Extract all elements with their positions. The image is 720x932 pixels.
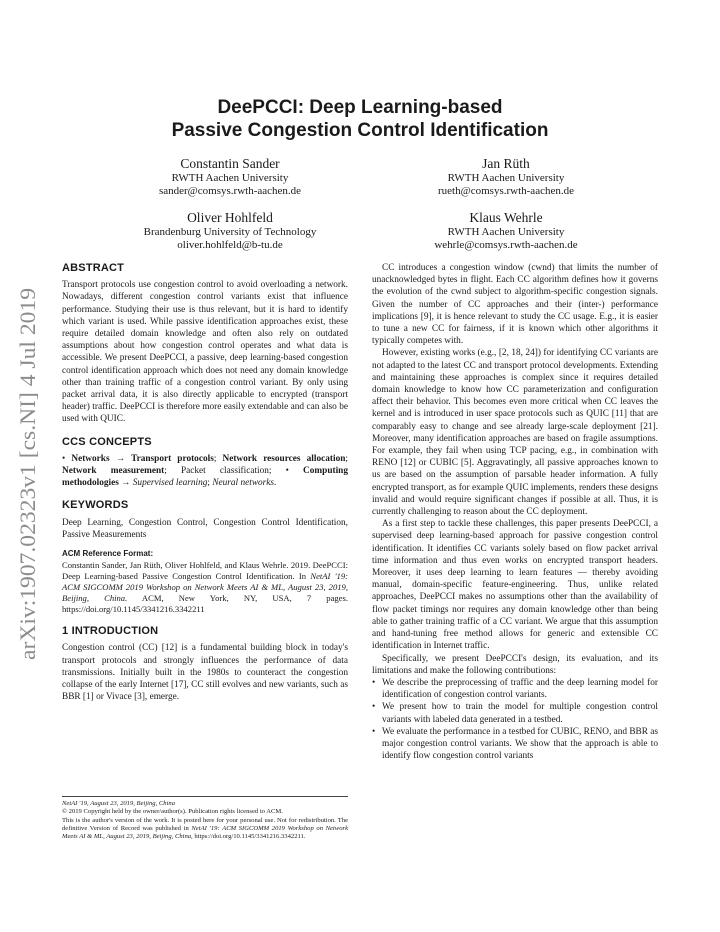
right-column xyxy=(372,262,658,762)
author-email: sander@comsys.rwth-aachen.de xyxy=(158,185,302,197)
author-affiliation: Brandenburg University of Technology xyxy=(143,226,317,238)
author-affiliation: RWTH Aachen University xyxy=(447,172,565,184)
author-block xyxy=(376,210,636,252)
keywords-text: Deep Learning, Congestion Control, Congestion Control Identification, Passive Measurements xyxy=(62,517,348,540)
copyright-footnote xyxy=(62,796,348,841)
arxiv-stamp-text: arXiv:1907.02323v1 [cs.NI] 4 Jul 2019 xyxy=(15,312,40,660)
author-block xyxy=(100,156,360,198)
body-paragraph: CC introduces a congestion window (cwnd) that limits the number of unacknowledged bytes in flight. Each CC algorithm defines how it governs the evolution of the cwnd subject to algorithm-specific congestion signals. Given the number of CC approaches and their (inter-) performance implications [9], it is hence relevant to study the CC usage. E.g., it is easier to tune a new CC for fairness, if it is known which other algorithms it typically competes with. xyxy=(372,263,658,347)
reference-heading: ACM Reference Format: xyxy=(62,549,154,559)
ccs-heading: CCS CONCEPTS xyxy=(62,435,152,448)
author-name: Klaus Wehrle xyxy=(469,210,543,225)
body-paragraph: Specifically, we present DeePCCI's design, its evaluation, and its limitations and make the following contributions: xyxy=(372,653,658,676)
left-column xyxy=(62,262,348,703)
footnote-copyright: © 2019 Copyright held by the owner/author(s). Publication rights licensed to ACM. xyxy=(62,808,283,816)
ccs-text: • Networks → Transport protocols; Network resources allocation; Network measurement; Packet classification; • Computing methodologies → Supervised learning; Neural networks. xyxy=(62,453,348,489)
author-email: oliver.hohlfeld@b-tu.de xyxy=(177,239,283,251)
author-email: rueth@comsys.rwth-aachen.de xyxy=(438,185,574,197)
introduction-heading: 1 INTRODUCTION xyxy=(62,625,159,638)
abstract-heading: ABSTRACT xyxy=(62,262,125,274)
author-affiliation: RWTH Aachen University xyxy=(447,226,565,238)
abstract-text: Transport protocols use congestion control to avoid overloading a network. Nowadays, different congestion control variants exist that influence performance. Studying their use is thus relevant, but it is hard to identify which variant is used. While passive identification approaches exist, these require detailed domain knowledge and often also rely on outdated assumptions about how congestion control operates and what data is accessible. We present DeePCCI, a passive, deep learning-based congestion control identification approach which does not need any domain knowledge other than training traffic of a congestion control variant. By only using packet arrival data, it is also directly applicable to encrypted (transport header) traffic. DeePCCI is therefore more easily extendable and can also be used with QUIC. xyxy=(62,280,348,425)
author-email: wehrle@comsys.rwth-aachen.de xyxy=(434,239,578,251)
author-block xyxy=(100,210,360,252)
footnote-venue: NetAI '19, August 23, 2019, Beijing, China xyxy=(62,800,176,807)
body-paragraph: As a first step to tackle these challenges, this paper presents DeePCCI, a supervised deep learning-based approach for passive congestion control identification. It identifies CC variants solely based on flow packet arrival time information and thus even works on encrypted transport headers. Moreover, it uses deep learning to learn features — thereby avoiding manual, domain-specific feature-engineering. Thus, unlike related approaches, DeePCCI makes no assumptions other than the availability of flow packet timings nor requires any domain knowledge other than being able to gather training traffic of a CC variant. We argue that this assumption and hand-tuning free method allows for generic and extensible CC identification in Internet traffic. xyxy=(372,519,658,652)
author-affiliation: RWTH Aachen University xyxy=(171,172,289,184)
contribution-bullet: • We evaluate the performance in a testbed for CUBIC, RENO, and BBR as major congestion control variants. We show that the approach is able to identify flow congestion control variants xyxy=(372,726,658,763)
introduction-text: Congestion control (CC) [12] is a fundamental building block in today's transport protocols and strongly influences the performance of data transmissions. Initially built in the 1980s to counteract the congestion collapse of the early Internet [17], CC still evolves and new variants, such as BBR [1] or Vivace [3], emerge. xyxy=(62,643,348,703)
title-line-2: Passive Congestion Control Identification xyxy=(171,120,549,141)
contribution-bullet: • We describe the preprocessing of traffic and the deep learning model for identification of congestion control variants. xyxy=(372,677,658,701)
contribution-bullet: • We present how to train the model for multiple congestion control variants with labeled data generated in a testbed. xyxy=(372,701,658,725)
reference-text: Constantin Sander, Jan Rüth, Oliver Hohlfeld, and Klaus Wehrle. 2019. DeePCCI: Deep Learning-based Passive Congestion Control Identification. In NetAI '19: ACM SIGCOMM 2019 Workshop on Network Meets AI & ML, August 23, 2019, Beijing, China. ACM, New York, NY, USA, 7 pages. https://doi.org/10.1145/3341216.3342211 xyxy=(62,560,348,615)
arxiv-stamp xyxy=(10,280,46,660)
body-paragraph: However, existing works (e.g., [2, 18, 24]) for identifying CC variants are not adapted to the latest CC and transport protocol developments. Extending and maintaining these approaches is complex since it requires detailed domain knowledge to know how CC parameterization and configuration affect their behavior. This becomes even more critical when CC leaves the kernel and is introduced in user space protocols such as QUIC [11] that are comparably easy to change and see already large-scale deployment [21]. Moreover, many identification approaches are based on fragile assumptions. For example, they fail when using TCP pacing, e.g., in combination with RENO [12] or CUBIC [5]. Aggravatingly, all passive approaches known to us are based on the assumption of parsable header information. A fully encrypted transport, as for example QUIC implements, renders these designs invalid and would require significant changes if possible at all. Thus, it is currently challenging to reason about the CC deployment. xyxy=(372,348,658,518)
keywords-heading: KEYWORDS xyxy=(62,499,129,512)
author-name: Jan Rüth xyxy=(482,156,530,171)
footnote-text: This is the author's version of the work. It is posted here for your personal use. Not for redistribution. The definitive Version of Record was published in NetAI '19: ACM SIGCOMM 2019 Workshop on Network Meets AI & ML, August 23, 2019, Beijing, China, https://doi.org/10.1145/3341216.3342211. xyxy=(62,816,348,841)
author-block xyxy=(376,156,636,198)
title-line-1: DeePCCI: Deep Learning-based xyxy=(217,97,503,118)
author-name: Oliver Hohlfeld xyxy=(187,210,273,225)
paper-title xyxy=(0,96,720,142)
author-name: Constantin Sander xyxy=(180,156,280,171)
